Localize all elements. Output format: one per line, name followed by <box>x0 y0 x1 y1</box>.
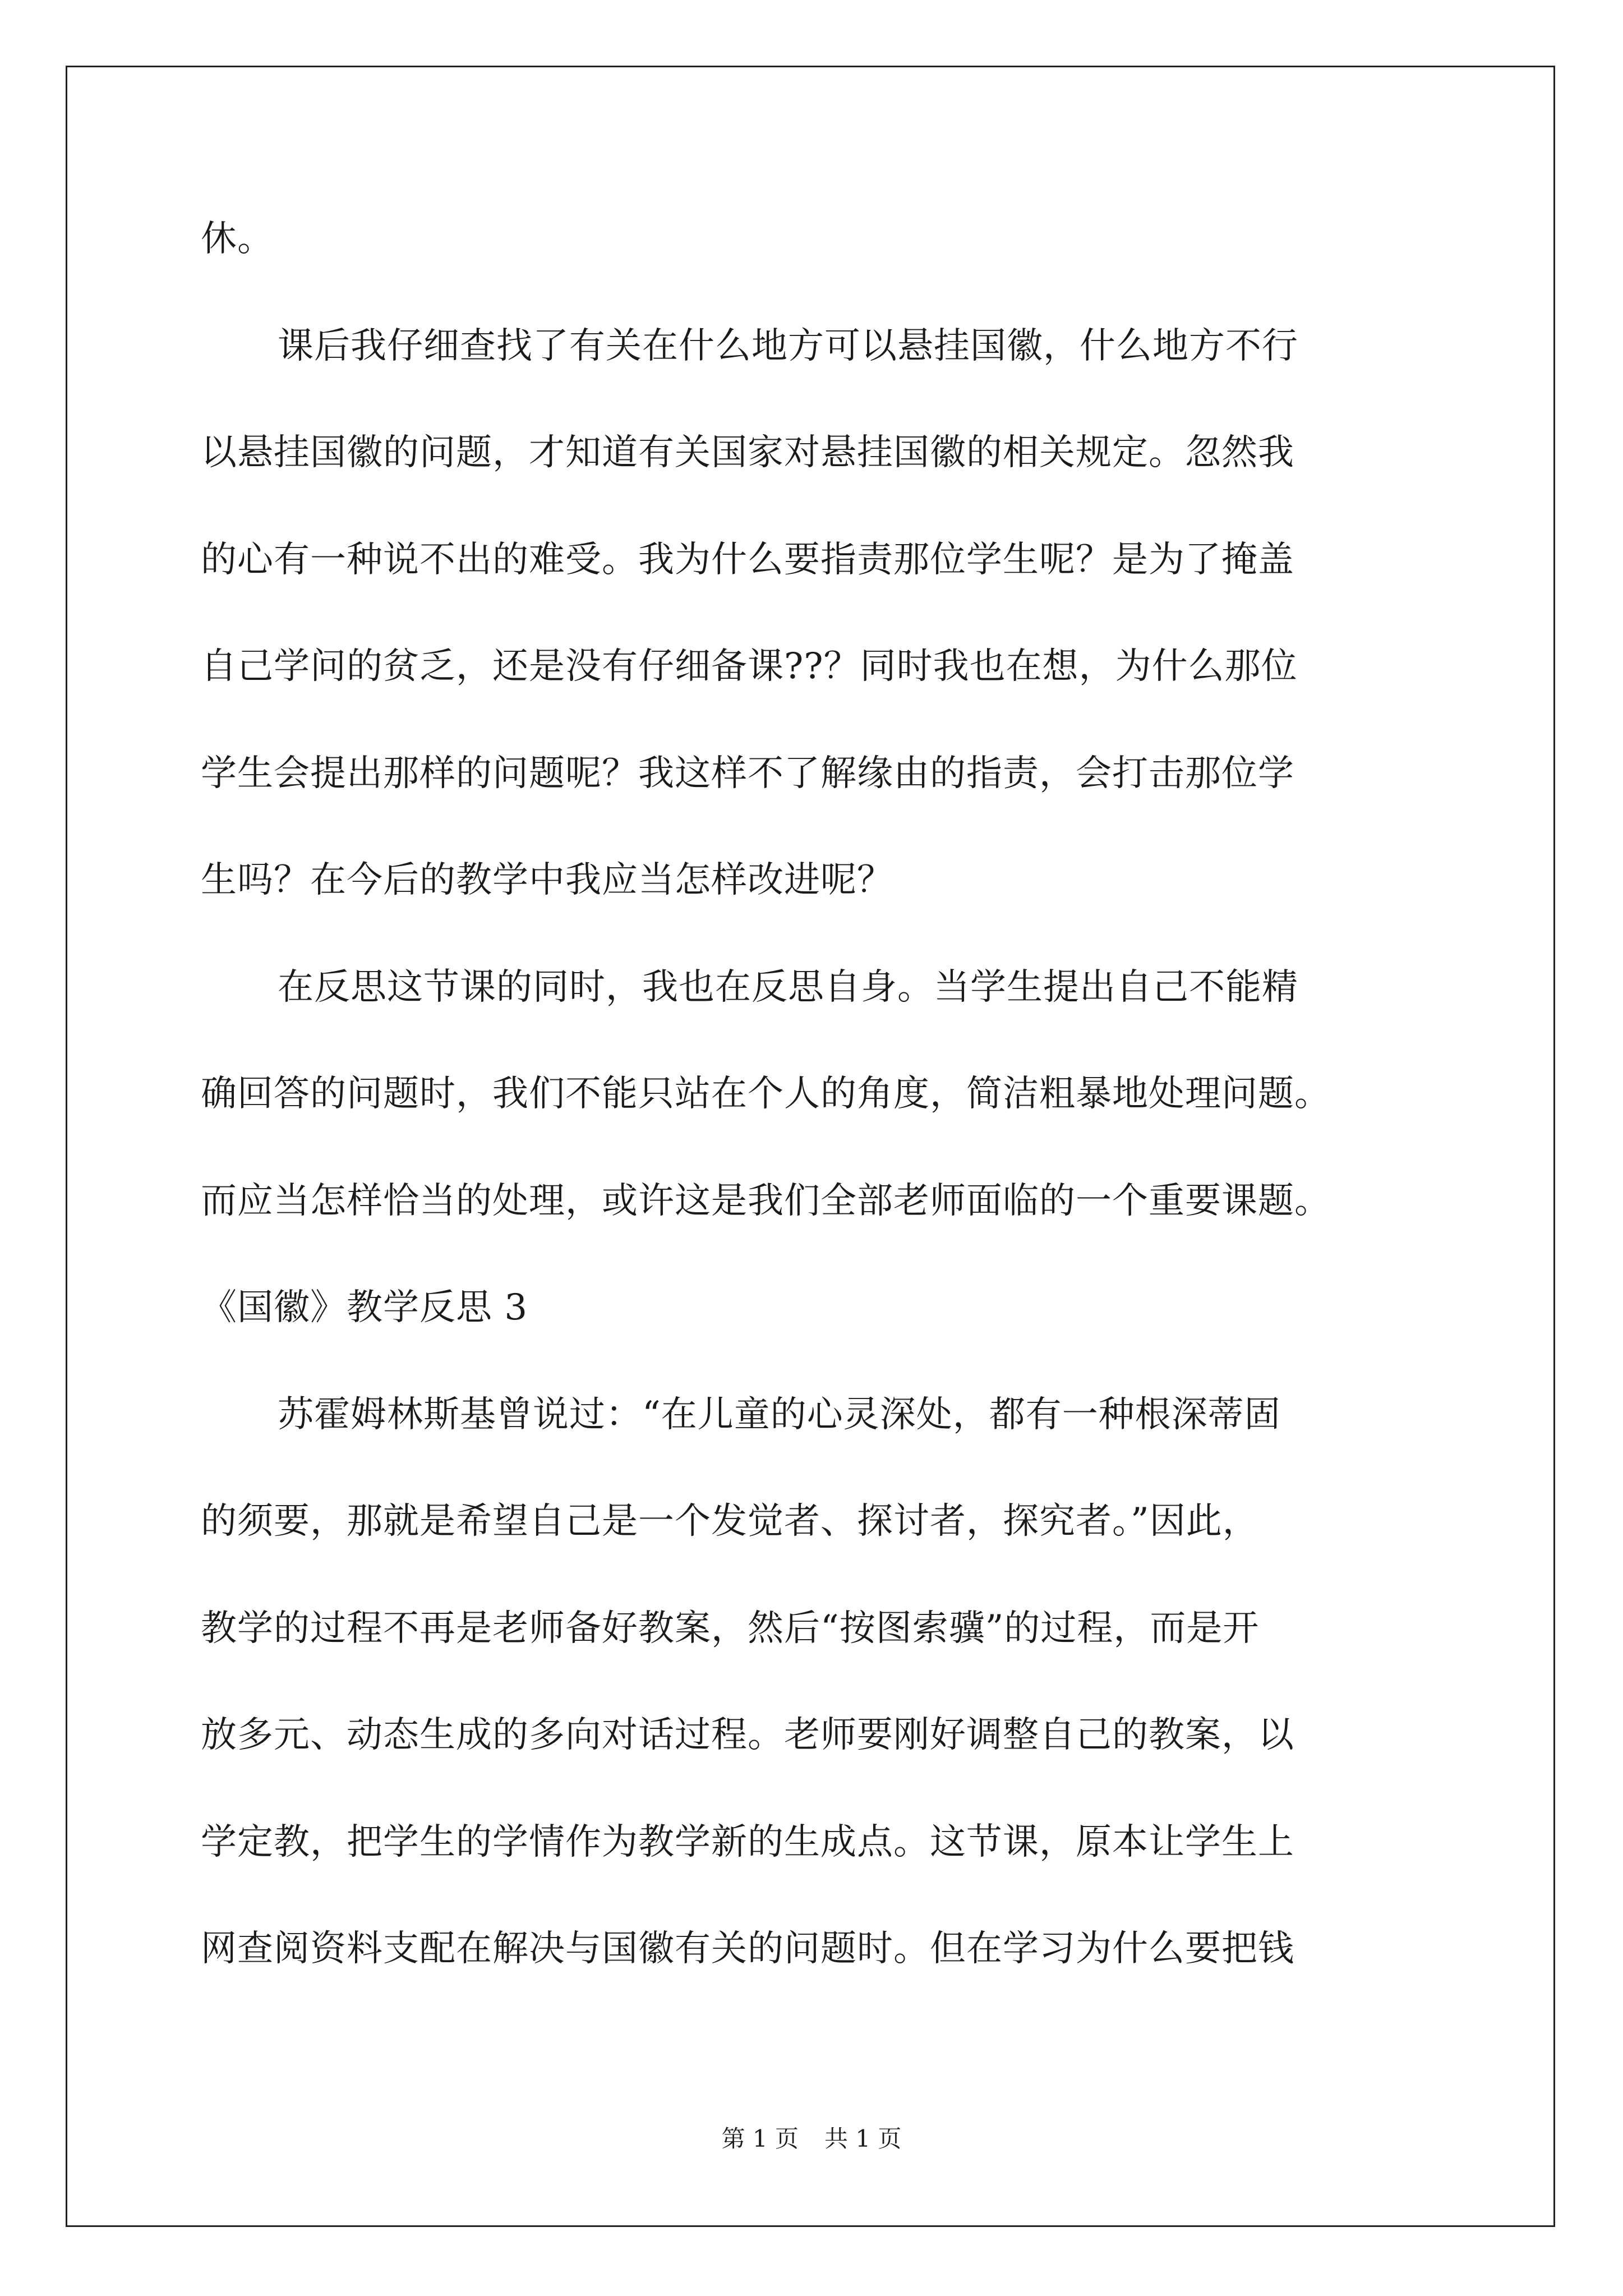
page-border <box>66 66 1555 2227</box>
paragraph-1-line-6: 生吗？在今后的教学中我应当怎样改进呢？ <box>201 859 893 901</box>
paragraph-1-line-4: 自己学问的贫乏，还是没有仔细备课??？同时我也在想，为什么那位 <box>201 646 1298 687</box>
paragraph-2-line-2: 确回答的问题时，我们不能只站在个人的角度，简洁粗暴地处理问题。 <box>201 1073 1331 1115</box>
paragraph-1-line-1: 课后我仔细查找了有关在什么地方可以悬挂国徽，什么地方不行 <box>278 325 1298 367</box>
paragraph-2-line-1: 在反思这节课的同时，我也在反思自身。当学生提出自己不能精 <box>278 967 1298 1008</box>
paragraph-3-line-2: 的须要，那就是希望自己是一个发觉者、探讨者，探究者。”因此， <box>201 1501 1259 1542</box>
page-number-total: 共 1 页 <box>824 2125 902 2152</box>
paragraph-1-line-5: 学生会提出那样的问题呢？我这样不了解缘由的指责，会打击那位学 <box>201 753 1294 794</box>
page-footer <box>0 2123 1623 2155</box>
paragraph-3-line-3: 教学的过程不再是老师备好教案，然后“按图索骥”的过程，而是开 <box>201 1608 1260 1649</box>
paragraph-3-line-6: 网查阅资料支配在解决与国徽有关的问题时。但在学习为什么要把钱 <box>201 1928 1294 1970</box>
page-number-current: 第 1 页 <box>721 2125 799 2152</box>
paragraph-2-line-3: 而应当怎样恰当的处理，或许这是我们全部老师面临的一个重要课题。 <box>201 1180 1331 1222</box>
paragraph-1-line-2: 以悬挂国徽的问题，才知道有关国家对悬挂国徽的相关规定。忽然我 <box>201 432 1294 473</box>
paragraph-1-line-3: 的心有一种说不出的难受。我为什么要指责那位学生呢？是为了掩盖 <box>201 539 1294 581</box>
section-heading: 《国徽》教学反思 3 <box>201 1287 528 1328</box>
paragraph-3-line-1: 苏霍姆林斯基曾说过：“在儿童的心灵深处，都有一种根深蒂固 <box>278 1394 1281 1435</box>
paragraph-3-line-5: 学定教，把学生的学情作为教学新的生成点。这节课，原本让学生上 <box>201 1821 1294 1863</box>
text-line-1: 休。 <box>201 218 274 260</box>
paragraph-3-line-4: 放多元、动态生成的多向对话过程。老师要刚好调整自己的教案，以 <box>201 1714 1294 1756</box>
